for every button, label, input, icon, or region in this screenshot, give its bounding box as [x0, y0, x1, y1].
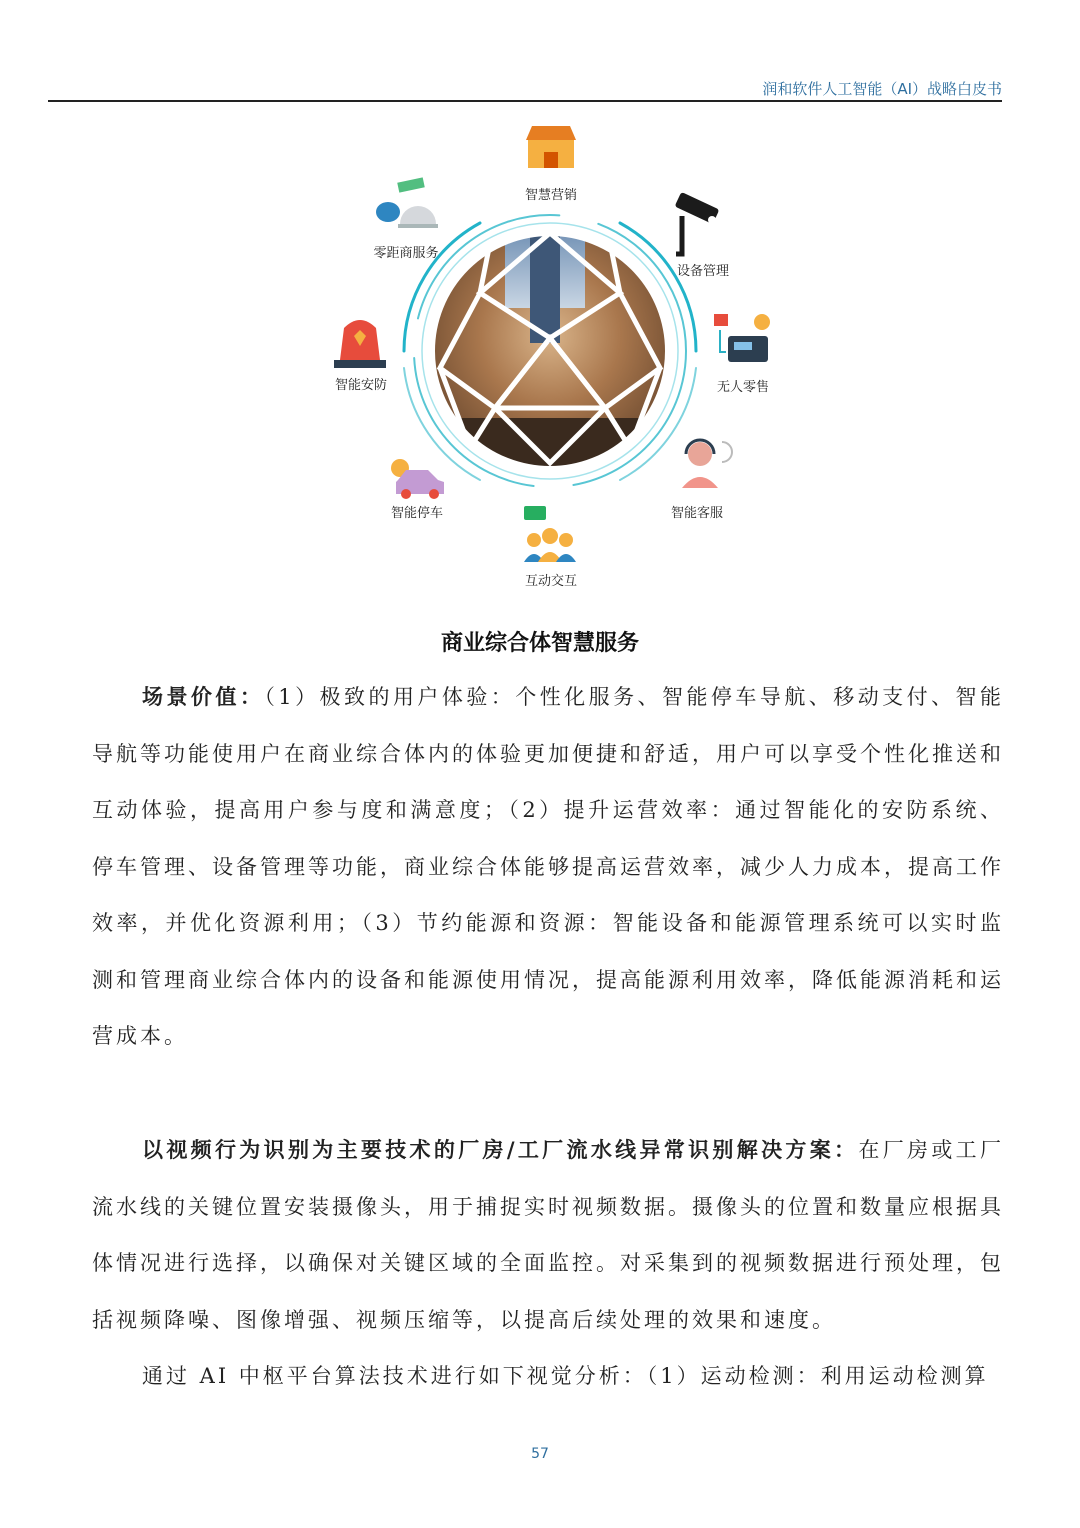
smart-services-diagram — [320, 118, 780, 596]
paragraph-body: （1）极致的用户体验：个性化服务、智能停车导航、移动支付、智能导航等功能使用户在商业综合体内的体验更加便捷和舒适，用户可以享受个性化推送和互动体验，提高用户参与度和满意度；（2）提升运营效率：通过智能化的安防系统、停车管理、设备管理等功能，商业综合体能够提高运营效率，减少人力成本，提高工作效率，并优化资源利用；（3）节约能源和资源：智能设备和能源管理系统可以实时监测和管理商业综合体内的设备和能源使用情况，提高能源利用效率，降低能源消耗和运营成本。 — [92, 685, 1005, 1048]
node-zero-distance-service — [366, 240, 446, 261]
node-label: 智能客服 — [670, 506, 723, 521]
parking-car-icon — [391, 459, 444, 499]
node-label: 设备管理 — [676, 264, 729, 279]
figure-caption: 商业综合体智慧服务 — [440, 631, 639, 656]
paragraph-lead: 场景价值： — [142, 684, 265, 709]
node-label: 互动交互 — [524, 574, 577, 589]
paragraph-visual-analysis — [92, 1348, 1004, 1405]
node-label: 无人零售 — [716, 380, 769, 395]
header-divider — [48, 100, 1002, 102]
shop-icon — [526, 126, 576, 168]
node-label: 智能停车 — [390, 506, 443, 521]
paragraph-body: 在厂房或工厂流水线的关键位置安装摄像头，用于捕捉实时视频数据。摄像头的位置和数量应根据具体情况进行选择，以确保对关键区域的全面监控。对采集到的视频数据进行预处理，包括视频降噪、图像增强、视频压缩等，以提高后续处理的效果和速度。 — [92, 1138, 1005, 1332]
page-number: 57 — [531, 1446, 549, 1462]
pos-terminal-icon — [714, 314, 770, 362]
node-smart-parking — [382, 500, 452, 521]
node-smart-marketing — [516, 182, 586, 203]
people-group-icon — [524, 506, 576, 562]
node-device-management — [668, 258, 738, 279]
node-smart-customer-service — [662, 500, 732, 521]
node-label: 智慧营销 — [524, 188, 577, 203]
paragraph-scenario-value — [92, 669, 1004, 1065]
node-smart-security — [326, 372, 396, 393]
surveillance-camera-icon — [675, 192, 720, 254]
paragraph-factory-solution — [92, 1122, 1004, 1348]
node-interaction — [516, 568, 586, 589]
alarm-siren-icon — [334, 320, 386, 368]
node-label: 零距商服务 — [373, 246, 439, 261]
node-unmanned-retail — [708, 374, 778, 395]
node-label: 智能安防 — [334, 378, 387, 393]
customer-service-headset-icon — [682, 440, 732, 488]
header-title: 润和软件人工智能（AI）战略白皮书 — [762, 80, 1002, 98]
service-bell-icon — [376, 177, 438, 228]
paragraph-body: 通过 AI 中枢平台算法技术进行如下视觉分析：（1）运动检测：利用运动检测算 — [142, 1364, 989, 1388]
geodesic-building-image — [420, 218, 680, 478]
paragraph-lead: 以视频行为识别为主要技术的厂房/工厂流水线异常识别解决方案： — [142, 1137, 859, 1162]
